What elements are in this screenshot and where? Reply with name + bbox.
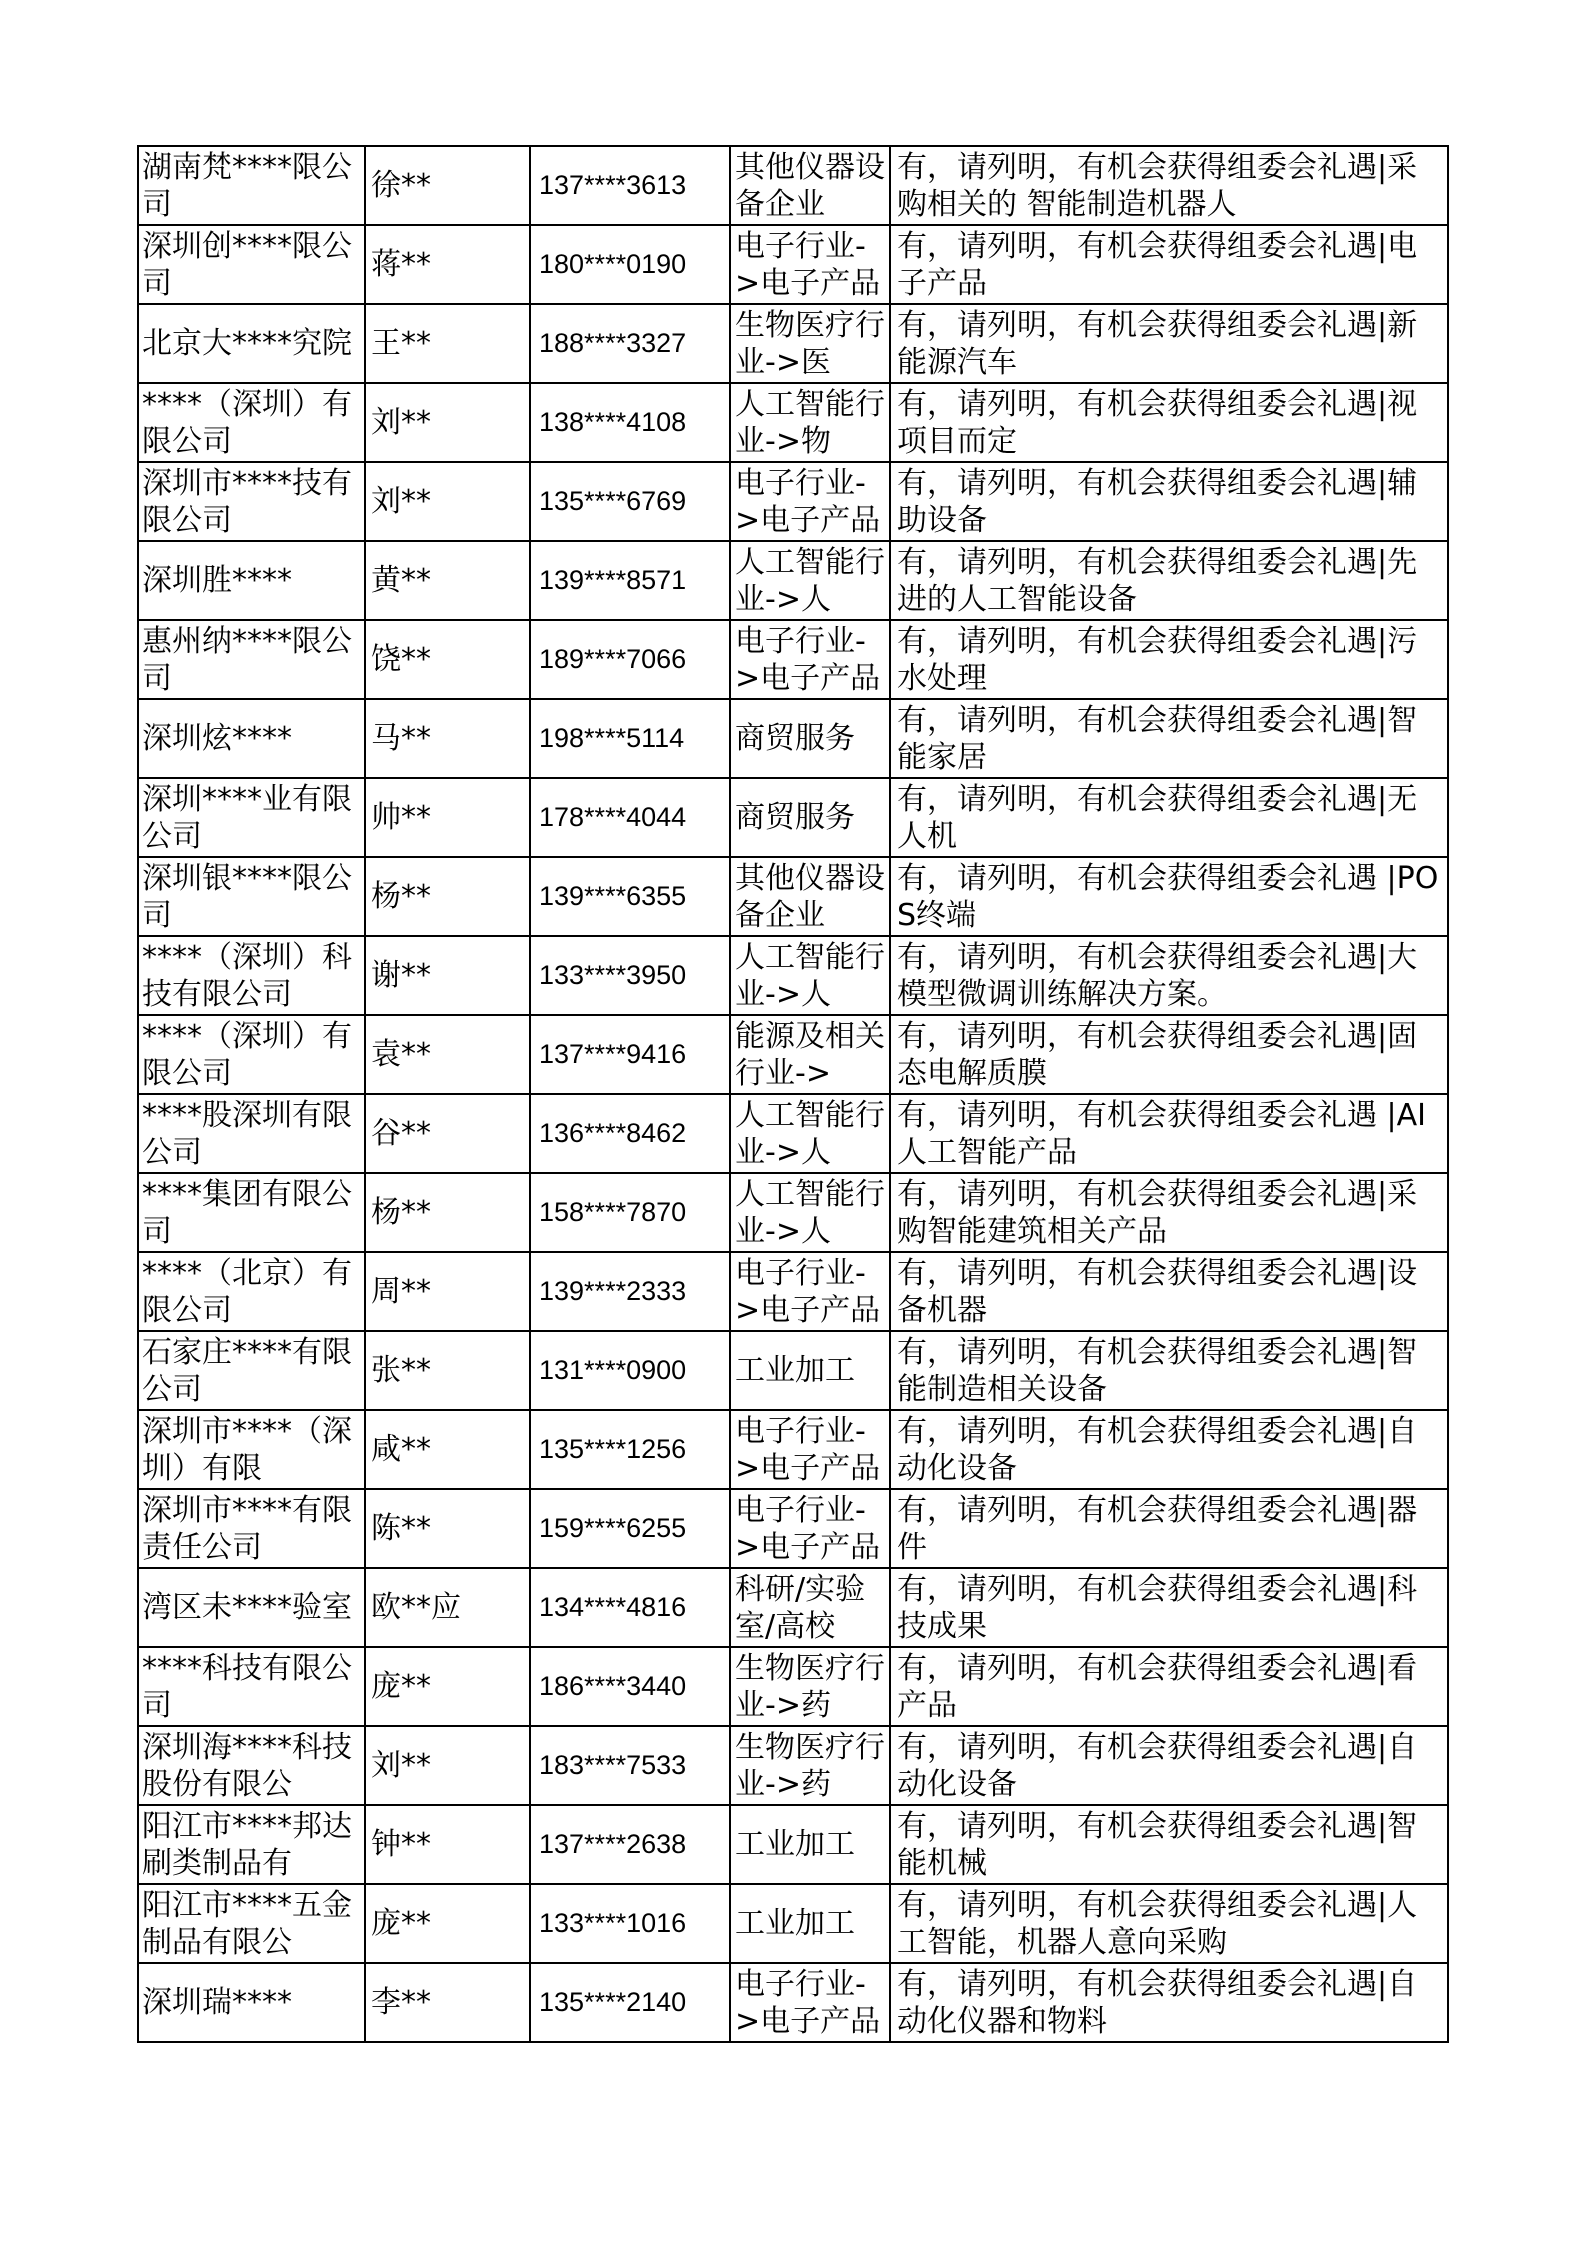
contact-cell-text: 庞**	[371, 1669, 431, 1704]
company-cell-text: 深圳创****限公司	[142, 228, 352, 301]
industry-cell	[730, 146, 890, 225]
industry-cell	[730, 620, 890, 699]
industry-cell	[730, 1805, 890, 1884]
industry-cell-text: 人工智能行业->人	[735, 544, 885, 617]
company-cell	[138, 1963, 365, 2042]
company-cell-text: ****科技有限公司	[142, 1650, 352, 1723]
purchase-intent-cell-text: 有，请列明，有机会获得组委会礼遇|人工智能，机器人意向采购	[897, 1887, 1418, 1960]
company-cell-text: 北京大****究院	[142, 326, 352, 361]
industry-cell	[730, 1173, 890, 1252]
company-cell	[138, 1647, 365, 1726]
industry-cell-text: 电子行业->电子产品	[735, 465, 881, 538]
contact-cell	[365, 699, 530, 778]
purchase-intent-cell-text: 有，请列明，有机会获得组委会礼遇|科技成果	[897, 1571, 1418, 1644]
phone-cell-text: 178****4044	[539, 802, 687, 832]
company-cell-text: 惠州纳****限公司	[142, 623, 352, 696]
industry-cell-text: 电子行业->电子产品	[735, 1413, 881, 1486]
contact-cell	[365, 1410, 530, 1489]
company-cell-text: 深圳市****有限责任公司	[142, 1492, 352, 1565]
contact-cell	[365, 1726, 530, 1805]
purchase-intent-cell	[890, 1173, 1448, 1252]
table-row	[138, 699, 1448, 778]
industry-cell-text: 其他仪器设备企业	[735, 149, 885, 222]
contact-cell-text: 咸**	[371, 1432, 431, 1467]
table-row	[138, 1094, 1448, 1173]
contact-cell-text: 陈**	[371, 1511, 431, 1546]
table-row	[138, 1489, 1448, 1568]
phone-cell	[530, 1805, 730, 1884]
phone-cell	[530, 1884, 730, 1963]
company-cell-text: ****（北京）有限公司	[142, 1255, 352, 1328]
industry-cell	[730, 304, 890, 383]
purchase-intent-cell	[890, 1726, 1448, 1805]
phone-cell-text: 135****6769	[539, 486, 687, 516]
purchase-intent-cell-text: 有，请列明，有机会获得组委会礼遇|自动化设备	[897, 1729, 1418, 1802]
contact-cell-text: 饶**	[371, 642, 431, 677]
company-cell	[138, 1884, 365, 1963]
purchase-intent-cell	[890, 1015, 1448, 1094]
phone-cell	[530, 699, 730, 778]
purchase-intent-cell	[890, 1489, 1448, 1568]
company-cell	[138, 1726, 365, 1805]
contact-cell	[365, 936, 530, 1015]
industry-cell	[730, 1252, 890, 1331]
company-cell	[138, 1410, 365, 1489]
table-row	[138, 462, 1448, 541]
table-row	[138, 1963, 1448, 2042]
table-row	[138, 1015, 1448, 1094]
contact-cell-text: 谷**	[371, 1116, 431, 1151]
contact-cell-text: 谢**	[371, 958, 431, 993]
industry-cell	[730, 1568, 890, 1647]
purchase-intent-cell-text: 有，请列明，有机会获得组委会礼遇|大模型微调训练解决方案。	[897, 939, 1418, 1012]
company-cell	[138, 225, 365, 304]
company-cell	[138, 541, 365, 620]
purchase-intent-cell-text: 有，请列明，有机会获得组委会礼遇|新能源汽车	[897, 307, 1418, 380]
contact-cell	[365, 1963, 530, 2042]
purchase-intent-cell	[890, 304, 1448, 383]
contact-cell-text: 刘**	[371, 484, 431, 519]
industry-cell-text: 人工智能行业->物	[735, 386, 885, 459]
phone-cell	[530, 857, 730, 936]
contact-cell	[365, 1173, 530, 1252]
contact-cell-text: 徐**	[371, 168, 431, 203]
phone-cell-text: 134****4816	[539, 1592, 687, 1622]
industry-cell-text: 电子行业->电子产品	[735, 1966, 881, 2039]
company-cell	[138, 1015, 365, 1094]
purchase-intent-cell	[890, 383, 1448, 462]
company-cell-text: 阳江市****邦达刷类制品有	[142, 1808, 352, 1881]
contact-cell	[365, 1489, 530, 1568]
purchase-intent-cell	[890, 936, 1448, 1015]
purchase-intent-cell	[890, 1805, 1448, 1884]
contact-cell-text: 庞**	[371, 1906, 431, 1941]
contact-cell-text: 杨**	[371, 879, 431, 914]
industry-cell	[730, 1331, 890, 1410]
contact-cell	[365, 1015, 530, 1094]
phone-cell	[530, 1726, 730, 1805]
industry-cell	[730, 1015, 890, 1094]
phone-cell	[530, 383, 730, 462]
purchase-intent-cell-text: 有，请列明，有机会获得组委会礼遇|无人机	[897, 781, 1418, 854]
purchase-intent-cell-text: 有，请列明，有机会获得组委会礼遇|采购相关的 智能制造机器人	[897, 149, 1418, 222]
company-cell	[138, 778, 365, 857]
phone-cell-text: 137****3613	[539, 170, 687, 200]
industry-cell	[730, 541, 890, 620]
contact-cell-text: 黄**	[371, 563, 431, 598]
company-cell-text: 深圳胜****	[142, 563, 292, 598]
phone-cell-text: 135****2140	[539, 1987, 687, 2017]
contact-cell-text: 张**	[371, 1353, 431, 1388]
phone-cell	[530, 1489, 730, 1568]
contact-cell	[365, 778, 530, 857]
phone-cell-text: 139****8571	[539, 565, 687, 595]
phone-cell-text: 139****6355	[539, 881, 687, 911]
purchase-intent-cell-text: 有，请列明，有机会获得组委会礼遇|自动化设备	[897, 1413, 1418, 1486]
purchase-intent-cell-text: 有，请列明，有机会获得组委会礼遇|智能制造相关设备	[897, 1334, 1418, 1407]
contact-cell	[365, 1805, 530, 1884]
company-cell-text: 石家庄****有限公司	[142, 1334, 352, 1407]
purchase-intent-cell-text: 有，请列明，有机会获得组委会礼遇|电子产品	[897, 228, 1418, 301]
purchase-intent-cell	[890, 620, 1448, 699]
purchase-intent-cell	[890, 1410, 1448, 1489]
phone-cell	[530, 620, 730, 699]
phone-cell-text: 189****7066	[539, 644, 687, 674]
industry-cell-text: 商贸服务	[735, 800, 855, 835]
company-cell-text: 深圳****业有限公司	[142, 781, 352, 854]
table-row	[138, 1805, 1448, 1884]
phone-cell-text: 188****3327	[539, 328, 687, 358]
industry-cell-text: 生物医疗行业->医	[735, 307, 885, 380]
table-row	[138, 1647, 1448, 1726]
purchase-intent-cell-text: 有，请列明，有机会获得组委会礼遇 |AI人工智能产品	[897, 1097, 1427, 1170]
purchase-intent-cell-text: 有，请列明，有机会获得组委会礼遇|智能机械	[897, 1808, 1418, 1881]
purchase-intent-cell-text: 有，请列明，有机会获得组委会礼遇|智能家居	[897, 702, 1418, 775]
contact-cell	[365, 1331, 530, 1410]
contact-cell	[365, 225, 530, 304]
industry-cell	[730, 1884, 890, 1963]
industry-cell-text: 工业加工	[735, 1353, 855, 1388]
company-cell	[138, 1252, 365, 1331]
company-cell	[138, 936, 365, 1015]
industry-cell-text: 工业加工	[735, 1827, 855, 1862]
phone-cell-text: 138****4108	[539, 407, 687, 437]
company-cell-text: ****（深圳）科技有限公司	[142, 939, 352, 1012]
phone-cell	[530, 1568, 730, 1647]
company-cell-text: 阳江市****五金制品有限公	[142, 1887, 352, 1960]
purchase-intent-cell-text: 有，请列明，有机会获得组委会礼遇|先进的人工智能设备	[897, 544, 1418, 617]
phone-cell-text: 136****8462	[539, 1118, 687, 1148]
company-cell-text: 深圳市****技有限公司	[142, 465, 352, 538]
company-cell-text: 深圳市****（深圳）有限	[142, 1413, 352, 1486]
company-cell-text: 湾区未****验室	[142, 1590, 352, 1625]
company-cell	[138, 462, 365, 541]
contact-cell-text: 袁**	[371, 1037, 431, 1072]
phone-cell-text: 131****0900	[539, 1355, 687, 1385]
contact-cell-text: 欧**应	[371, 1590, 461, 1625]
phone-cell	[530, 1647, 730, 1726]
phone-cell-text: 183****7533	[539, 1750, 687, 1780]
company-cell	[138, 1805, 365, 1884]
table-row	[138, 857, 1448, 936]
phone-cell-text: 133****3950	[539, 960, 687, 990]
phone-cell	[530, 1173, 730, 1252]
phone-cell	[530, 1015, 730, 1094]
purchase-intent-cell	[890, 1884, 1448, 1963]
purchase-intent-cell	[890, 225, 1448, 304]
phone-cell	[530, 1410, 730, 1489]
industry-cell-text: 人工智能行业->人	[735, 1097, 885, 1170]
purchase-intent-cell	[890, 1252, 1448, 1331]
purchase-intent-cell	[890, 857, 1448, 936]
table-row	[138, 541, 1448, 620]
contact-cell-text: 蒋**	[371, 247, 431, 282]
phone-cell-text: 198****5114	[539, 723, 685, 753]
industry-cell	[730, 936, 890, 1015]
company-cell	[138, 1094, 365, 1173]
industry-cell	[730, 778, 890, 857]
phone-cell-text: 139****2333	[539, 1276, 687, 1306]
phone-cell	[530, 1252, 730, 1331]
purchase-intent-cell-text: 有，请列明，有机会获得组委会礼遇 |POS终端	[897, 860, 1439, 933]
purchase-intent-cell-text: 有，请列明，有机会获得组委会礼遇|污水处理	[897, 623, 1418, 696]
company-cell-text: 深圳银****限公司	[142, 860, 352, 933]
table-row	[138, 1173, 1448, 1252]
table-row	[138, 778, 1448, 857]
purchase-intent-cell-text: 有，请列明，有机会获得组委会礼遇|视项目而定	[897, 386, 1418, 459]
table-row	[138, 225, 1448, 304]
purchase-intent-cell-text: 有，请列明，有机会获得组委会礼遇|采购智能建筑相关产品	[897, 1176, 1418, 1249]
phone-cell	[530, 1331, 730, 1410]
industry-cell-text: 人工智能行业->人	[735, 939, 885, 1012]
contact-cell	[365, 1252, 530, 1331]
contact-cell-text: 刘**	[371, 1748, 431, 1783]
phone-cell-text: 180****0190	[539, 249, 687, 279]
industry-cell-text: 电子行业->电子产品	[735, 1492, 881, 1565]
purchase-intent-cell	[890, 1568, 1448, 1647]
contact-cell	[365, 1647, 530, 1726]
phone-cell-text: 159****6255	[539, 1513, 687, 1543]
industry-cell-text: 人工智能行业->人	[735, 1176, 885, 1249]
table-row	[138, 1252, 1448, 1331]
purchase-intent-cell	[890, 462, 1448, 541]
company-cell-text: 深圳海****科技股份有限公	[142, 1729, 352, 1802]
phone-cell-text: 133****1016	[539, 1908, 687, 1938]
table-row	[138, 1726, 1448, 1805]
company-cell	[138, 304, 365, 383]
table-row	[138, 146, 1448, 225]
purchase-intent-cell-text: 有，请列明，有机会获得组委会礼遇|设备机器	[897, 1255, 1418, 1328]
phone-cell	[530, 146, 730, 225]
industry-cell-text: 能源及相关行业->	[735, 1018, 885, 1091]
phone-cell	[530, 1963, 730, 2042]
contact-cell	[365, 1094, 530, 1173]
purchase-intent-cell	[890, 1963, 1448, 2042]
company-cell-text: 湖南梵****限公司	[142, 149, 352, 222]
industry-cell	[730, 1647, 890, 1726]
purchase-intent-cell-text: 有，请列明，有机会获得组委会礼遇|自动化仪器和物料	[897, 1966, 1418, 2039]
contact-cell	[365, 146, 530, 225]
table-body	[138, 146, 1448, 2042]
purchase-intent-cell	[890, 1647, 1448, 1726]
contact-cell-text: 马**	[371, 721, 431, 756]
industry-cell	[730, 1094, 890, 1173]
contact-cell-text: 帅**	[371, 800, 431, 835]
industry-cell-text: 工业加工	[735, 1906, 855, 1941]
contact-cell	[365, 1568, 530, 1647]
phone-cell	[530, 1094, 730, 1173]
company-cell	[138, 1568, 365, 1647]
company-cell	[138, 1331, 365, 1410]
purchase-intent-cell-text: 有，请列明，有机会获得组委会礼遇|固态电解质膜	[897, 1018, 1418, 1091]
industry-cell	[730, 383, 890, 462]
table-row	[138, 620, 1448, 699]
industry-cell-text: 电子行业->电子产品	[735, 1255, 881, 1328]
phone-cell	[530, 462, 730, 541]
industry-cell	[730, 1726, 890, 1805]
company-cell	[138, 146, 365, 225]
industry-cell	[730, 462, 890, 541]
phone-cell-text: 158****7870	[539, 1197, 687, 1227]
table-row	[138, 304, 1448, 383]
company-cell	[138, 1489, 365, 1568]
industry-cell-text: 科研/实验室/高校	[735, 1571, 866, 1644]
purchase-intent-cell-text: 有，请列明，有机会获得组委会礼遇|器件	[897, 1492, 1418, 1565]
company-cell	[138, 383, 365, 462]
contact-cell-text: 李**	[371, 1985, 431, 2020]
industry-cell-text: 电子行业->电子产品	[735, 623, 881, 696]
purchase-intent-cell	[890, 1094, 1448, 1173]
purchase-intent-cell	[890, 699, 1448, 778]
company-cell	[138, 699, 365, 778]
company-cell-text: ****集团有限公司	[142, 1176, 352, 1249]
phone-cell-text: 186****3440	[539, 1671, 687, 1701]
table-row	[138, 383, 1448, 462]
phone-cell-text: 137****9416	[539, 1039, 687, 1069]
contact-cell-text: 钟**	[371, 1827, 431, 1862]
phone-cell-text: 137****2638	[539, 1829, 687, 1859]
industry-cell	[730, 1410, 890, 1489]
company-cell-text: ****股深圳有限公司	[142, 1097, 352, 1170]
company-cell-text: 深圳瑞****	[142, 1985, 292, 2020]
contact-cell-text: 王**	[371, 326, 431, 361]
contact-cell	[365, 541, 530, 620]
industry-cell-text: 生物医疗行业->药	[735, 1650, 885, 1723]
table-row	[138, 1884, 1448, 1963]
contact-cell	[365, 304, 530, 383]
phone-cell	[530, 225, 730, 304]
phone-cell	[530, 778, 730, 857]
table-row	[138, 1410, 1448, 1489]
industry-cell-text: 生物医疗行业->药	[735, 1729, 885, 1802]
table-row	[138, 1331, 1448, 1410]
company-cell	[138, 1173, 365, 1252]
industry-cell	[730, 1963, 890, 2042]
contact-cell	[365, 462, 530, 541]
purchase-intent-cell	[890, 146, 1448, 225]
industry-cell-text: 电子行业->电子产品	[735, 228, 881, 301]
purchase-intent-cell	[890, 541, 1448, 620]
table-row	[138, 936, 1448, 1015]
industry-cell-text: 其他仪器设备企业	[735, 860, 885, 933]
company-cell-text: ****（深圳）有限公司	[142, 1018, 352, 1091]
purchase-intent-cell	[890, 778, 1448, 857]
company-cell	[138, 857, 365, 936]
industry-cell	[730, 225, 890, 304]
industry-cell	[730, 699, 890, 778]
phone-cell-text: 135****1256	[539, 1434, 687, 1464]
contact-cell-text: 刘**	[371, 405, 431, 440]
company-cell	[138, 620, 365, 699]
industry-cell-text: 商贸服务	[735, 721, 855, 756]
visitor-table	[137, 145, 1449, 2043]
industry-cell	[730, 1489, 890, 1568]
contact-cell-text: 周**	[371, 1274, 431, 1309]
company-cell-text: ****（深圳）有限公司	[142, 386, 352, 459]
company-cell-text: 深圳炫****	[142, 721, 292, 756]
phone-cell	[530, 541, 730, 620]
table-row	[138, 1568, 1448, 1647]
phone-cell	[530, 304, 730, 383]
purchase-intent-cell-text: 有，请列明，有机会获得组委会礼遇|辅助设备	[897, 465, 1418, 538]
phone-cell	[530, 936, 730, 1015]
industry-cell	[730, 857, 890, 936]
contact-cell-text: 杨**	[371, 1195, 431, 1230]
purchase-intent-cell-text: 有，请列明，有机会获得组委会礼遇|看产品	[897, 1650, 1418, 1723]
contact-cell	[365, 857, 530, 936]
contact-cell	[365, 620, 530, 699]
contact-cell	[365, 1884, 530, 1963]
contact-cell	[365, 383, 530, 462]
purchase-intent-cell	[890, 1331, 1448, 1410]
